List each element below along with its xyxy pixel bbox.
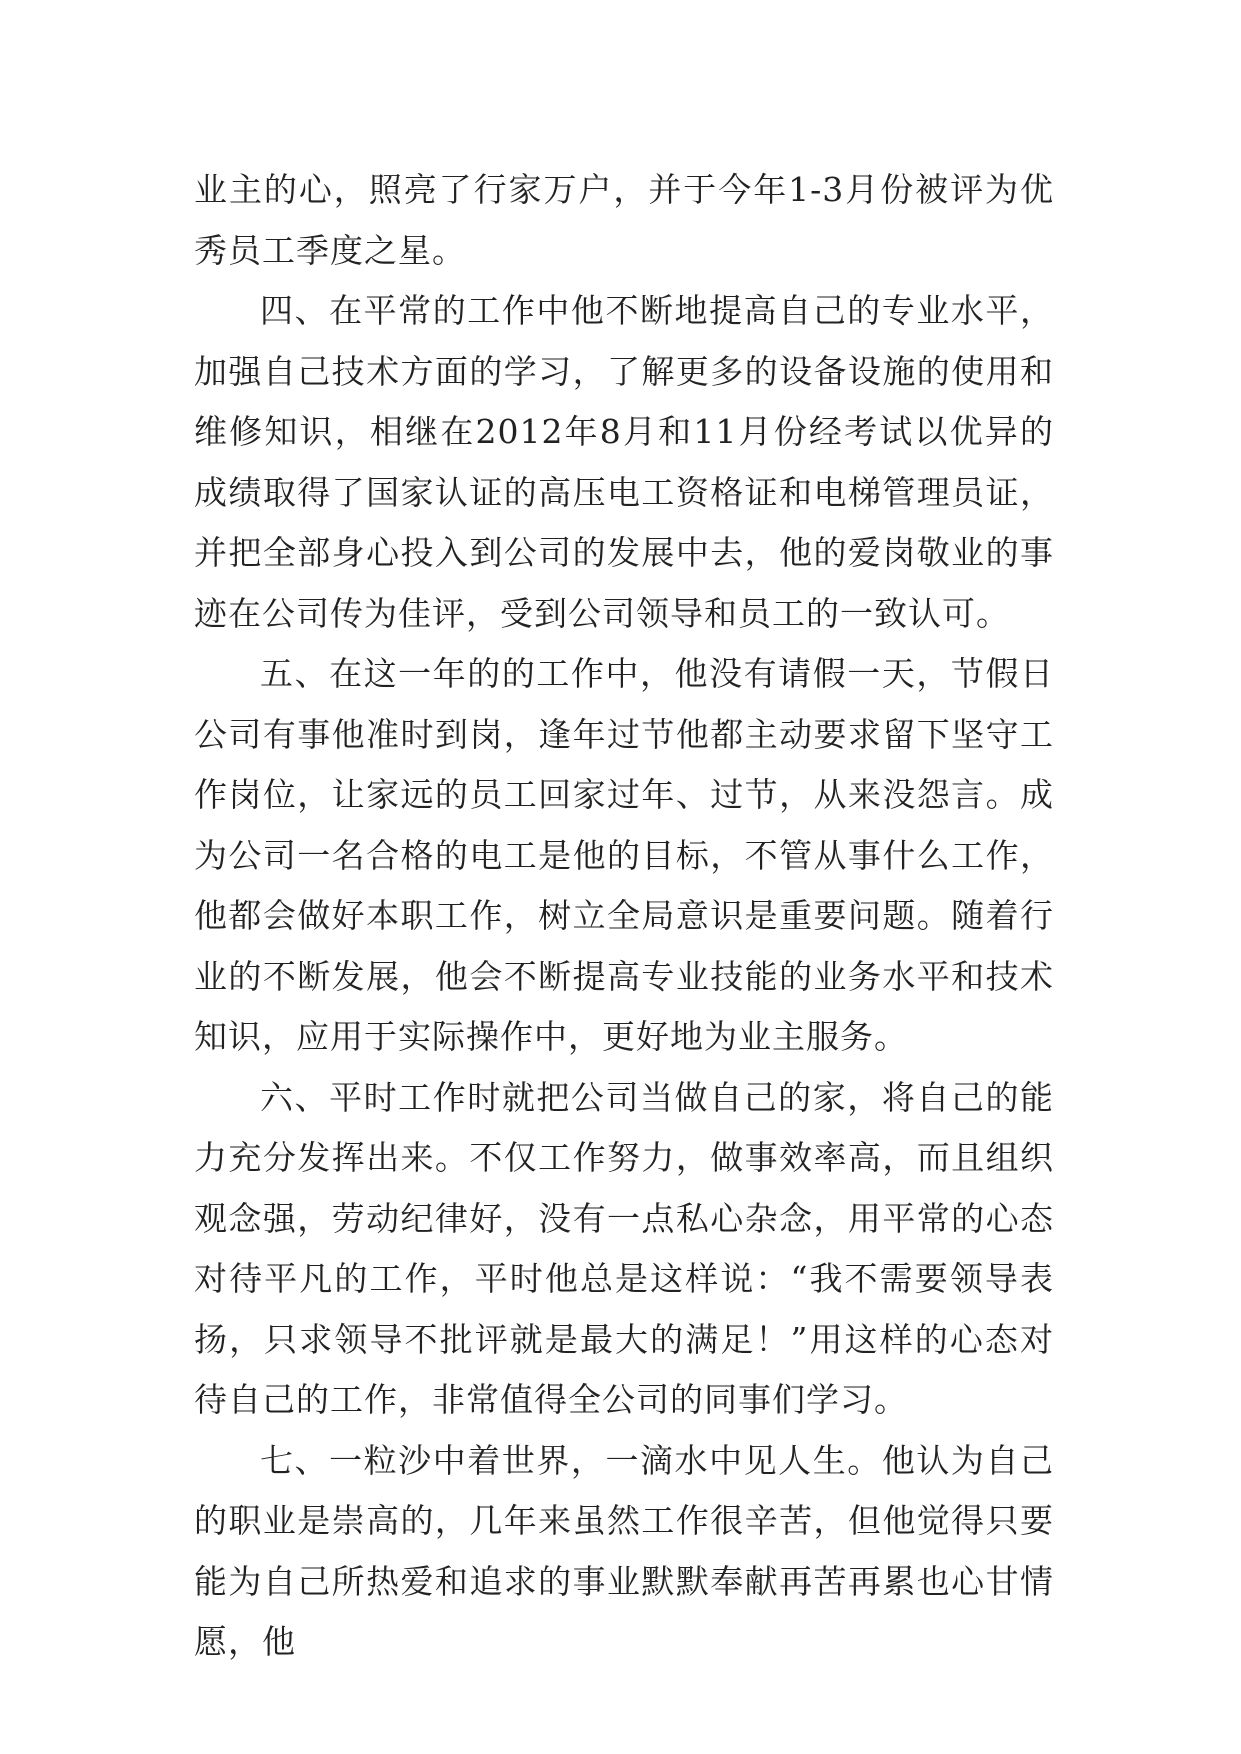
paragraph-item-seven: 七、一粒沙中着世界，一滴水中见人生。他认为自己的职业是崇高的，几年来虽然工作很辛苦，但他觉得只要能为自己所热爱和追求的事业默默奉献再苦再累也心甘情愿，他 [194, 1440, 1054, 1661]
document-body [194, 160, 1054, 1673]
paragraph-continuation: 业主的心，照亮了行家万户，并于今年1-3月份被评为优秀员工季度之星。 [194, 170, 1054, 270]
paragraph-item-six: 六、平时工作时就把公司当做自己的家，将自己的能力充分发挥出来。不仅工作努力，做事效率高，而且组织观念强，劳动纪律好，没有一点私心杂念，用平常的心态对待平凡的工作，平时他总是这样说：“我不需要领导表扬，只求领导不批评就是最大的满足！”用这样的心态对待自己的工作，非常值得全公司的同事们学习。 [194, 1077, 1054, 1419]
paragraph-item-five: 五、在这一年的的工作中，他没有请假一天，节假日公司有事他准时到岗，逢年过节他都主动要求留下坚守工作岗位，让家远的员工回家过年、过节，从来没怨言。成为公司一名合格的电工是他的目标，不管从事什么工作，他都会做好本职工作，树立全局意识是重要问题。随着行业的不断发展，他会不断提高专业技能的业务水平和技术知识，应用于实际操作中，更好地为业主服务。 [194, 654, 1054, 1056]
paragraph-item-four: 四、在平常的工作中他不断地提高自己的专业水平，加强自己技术方面的学习，了解更多的设备设施的使用和维修知识，相继在2012年8月和11月份经考试以优异的成绩取得了国家认证的高压电工资格证和电梯管理员证，并把全部身心投入到公司的发展中去，他的爱岗敬业的事迹在公司传为佳评，受到公司领导和员工的一致认可。 [194, 291, 1054, 633]
